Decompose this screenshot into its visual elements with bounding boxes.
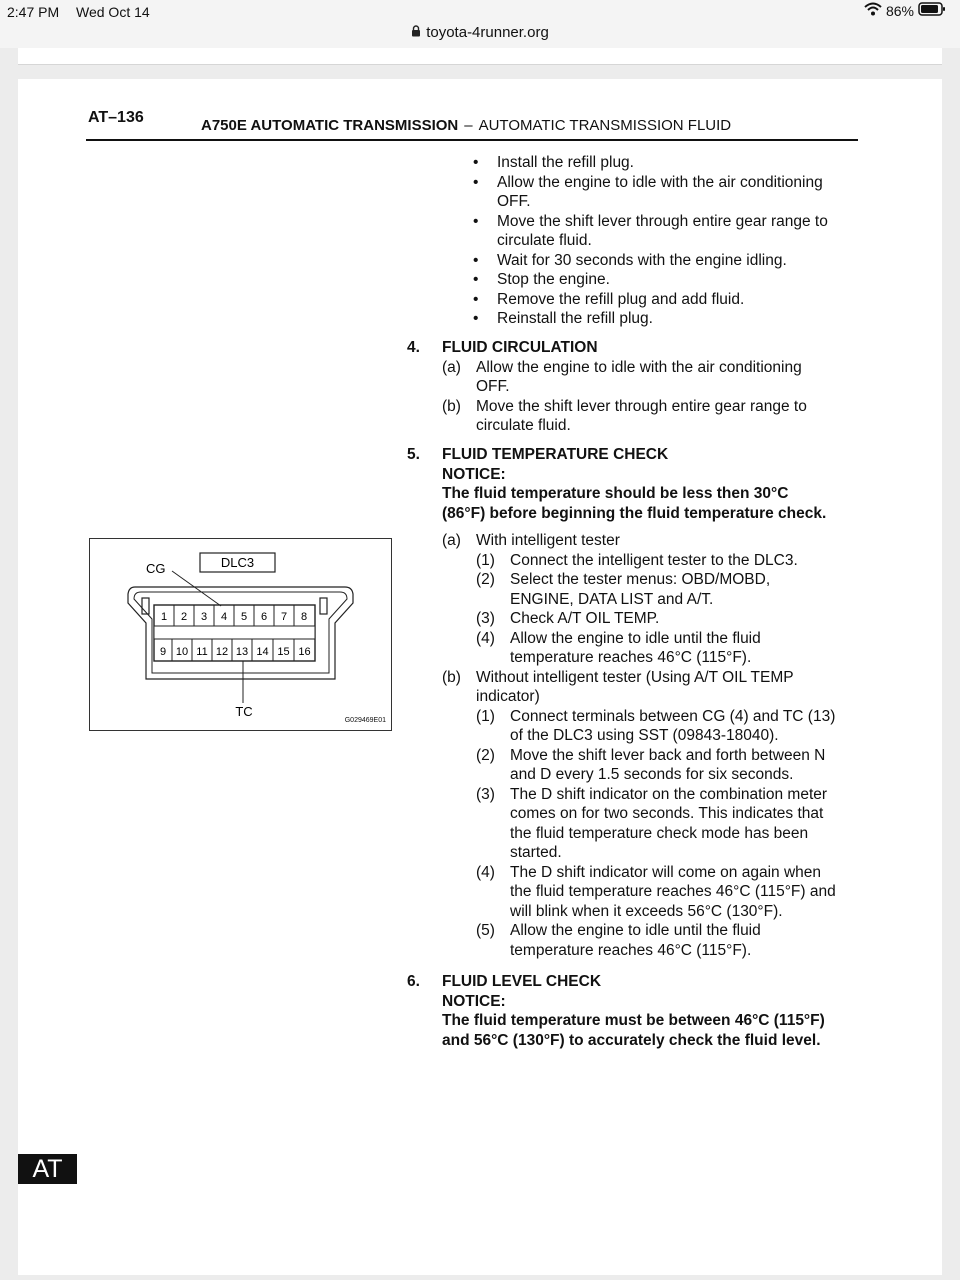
battery-icon [918, 2, 946, 19]
notice-text: (86°F) before beginning the fluid temperature check. [442, 504, 827, 522]
bullet-dot: • [473, 212, 479, 230]
bullet-dot: • [473, 290, 479, 308]
item-text: Allow the engine to idle until the fluid [510, 629, 761, 647]
dlc3-label: DLC3 [220, 555, 255, 570]
pin-label: 11 [196, 646, 208, 658]
bullet-item: Wait for 30 seconds with the engine idling. [497, 251, 787, 269]
item-text: The D shift indicator will come on again when [510, 863, 822, 881]
section-title: A750E AUTOMATIC TRANSMISSION [201, 117, 459, 134]
url-text[interactable]: toyota-4runner.org [426, 24, 549, 41]
pin-label: 13 [235, 646, 249, 658]
pin-label: 15 [277, 646, 290, 658]
status-date: Wed Oct 14 [76, 4, 150, 20]
item-label: (4) [476, 863, 495, 881]
bullet-item: Allow the engine to idle with the air conditioning [497, 173, 823, 191]
item-text: will blink when it exceeds 56°C (130°F). [510, 902, 783, 920]
dlc3-connector-figure [89, 538, 392, 731]
item-label: (5) [476, 922, 495, 939]
bullet-dot: • [473, 154, 479, 171]
item-text: Allow the engine to idle until the fluid [510, 922, 761, 939]
pin-label: 8 [300, 611, 308, 623]
manual-page [18, 79, 942, 1275]
bullet-item: Remove the refill plug and add fluid. [497, 290, 745, 308]
cg-leader-line [172, 571, 221, 606]
pin-label: 5 [240, 611, 248, 623]
item-text: temperature reaches 46°C (115°F). [510, 941, 752, 959]
notice-text: The fluid temperature should be less then 30°C [442, 485, 789, 502]
pin-label: 16 [298, 646, 311, 658]
item-text: Connect terminals between CG (4) and TC (13) [510, 707, 836, 725]
right-latch [320, 598, 327, 614]
item-label: (2) [476, 571, 495, 588]
tc-label: TC [235, 704, 253, 719]
dlc3-diagram [90, 539, 391, 730]
page-header-title [201, 117, 731, 134]
item-text: the fluid temperature reaches 46°C (115°F) and [510, 883, 836, 900]
step-title: FLUID LEVEL CHECK [442, 973, 602, 990]
item-text: The D shift indicator on the combination meter [510, 785, 828, 803]
step-number: 4. [407, 339, 420, 356]
pin-label: 10 [175, 646, 189, 658]
subsection-title: AUTOMATIC TRANSMISSION FLUID [478, 117, 732, 134]
item-label: (3) [476, 785, 495, 803]
sub-label: (b) [442, 668, 461, 686]
status-right [864, 2, 946, 19]
sub-text: indicator) [476, 688, 540, 705]
bullet-dot: • [473, 173, 479, 191]
notice-text: The fluid temperature must be between 46°C (115°F) [442, 1012, 825, 1029]
bullet-item: Stop the engine. [497, 271, 610, 288]
previous-page-edge [18, 48, 942, 65]
battery-percent: 86% [885, 2, 914, 19]
item-label: (3) [476, 610, 495, 627]
item-text: Check A/T OIL TEMP. [510, 610, 660, 627]
notice-label: NOTICE: [442, 465, 506, 483]
item-text: Connect the intelligent tester to the DLC3. [510, 551, 798, 569]
pin-label: 3 [200, 611, 208, 623]
item-text: the fluid temperature check mode has been [510, 824, 809, 842]
bullet-item-cont: OFF. [497, 193, 531, 210]
header-separator: – [464, 117, 473, 134]
bullet-dot: • [473, 310, 479, 327]
pin-label: 12 [215, 646, 229, 658]
notice-label: NOTICE: [442, 992, 506, 1010]
pin-label: 14 [256, 646, 269, 658]
item-text: started. [510, 844, 562, 861]
item-text: Move the shift lever back and forth between N [510, 746, 826, 764]
cg-label: CG [146, 561, 166, 576]
item-label: (1) [476, 551, 495, 569]
bullet-item: Reinstall the refill plug. [497, 310, 653, 327]
figure-code: G029469E01 [344, 717, 386, 724]
bullet-item-cont: circulate fluid. [497, 232, 592, 249]
lock-icon [411, 24, 421, 41]
step-number: 5. [407, 446, 420, 463]
sub-label: (b) [442, 397, 461, 415]
sub-label: (a) [442, 358, 461, 376]
step-title: FLUID TEMPERATURE CHECK [442, 446, 669, 463]
item-text: ENGINE, DATA LIST and A/T. [510, 590, 714, 608]
pin-label: 9 [159, 646, 167, 658]
sub-text: With intelligent tester [476, 532, 620, 549]
notice-text: and 56°C (130°F) to accurately check the fluid level. [442, 1031, 821, 1049]
item-label: (2) [476, 746, 495, 764]
sub-text: Allow the engine to idle with the air conditioning [476, 358, 802, 376]
bottom-pin-row [154, 639, 315, 661]
sub-text: Without intelligent tester (Using A/T OIL TEMP [476, 668, 794, 686]
bullet-item: Install the refill plug. [497, 154, 634, 171]
pin-label: 4 [220, 611, 228, 623]
header-rule [86, 139, 858, 141]
sub-text: circulate fluid. [476, 417, 571, 434]
status-time: 2:47 PM [7, 4, 60, 20]
item-text: Select the tester menus: OBD/MOBD, [510, 571, 771, 588]
item-text: temperature reaches 46°C (115°F). [510, 649, 752, 666]
pin-label: 6 [260, 611, 268, 623]
item-label: (1) [476, 707, 495, 725]
step-title: FLUID CIRCULATION [442, 339, 598, 356]
pin-label: 2 [180, 611, 188, 623]
top-pin-row [154, 605, 315, 626]
step-number: 6. [407, 973, 420, 990]
section-tab: AT [18, 1154, 77, 1184]
pin-label: 1 [160, 611, 168, 623]
address-bar[interactable] [0, 24, 960, 48]
status-bar [0, 0, 960, 24]
item-text: of the DLC3 using SST (09843-18040). [510, 727, 779, 744]
item-text: comes on for two seconds. This indicates that [510, 805, 824, 822]
item-label: (4) [476, 629, 495, 647]
bullet-dot: • [473, 271, 479, 288]
sub-text: OFF. [476, 378, 510, 395]
item-text: and D every 1.5 seconds for six seconds. [510, 766, 794, 783]
bullet-item: Move the shift lever through entire gear range to [497, 212, 828, 230]
sub-text: Move the shift lever through entire gear range to [476, 397, 807, 415]
wifi-icon [864, 2, 882, 19]
sub-label: (a) [442, 532, 461, 549]
bullet-dot: • [473, 251, 479, 269]
page-code: AT–136 [88, 109, 144, 126]
pin-label: 7 [280, 611, 288, 623]
